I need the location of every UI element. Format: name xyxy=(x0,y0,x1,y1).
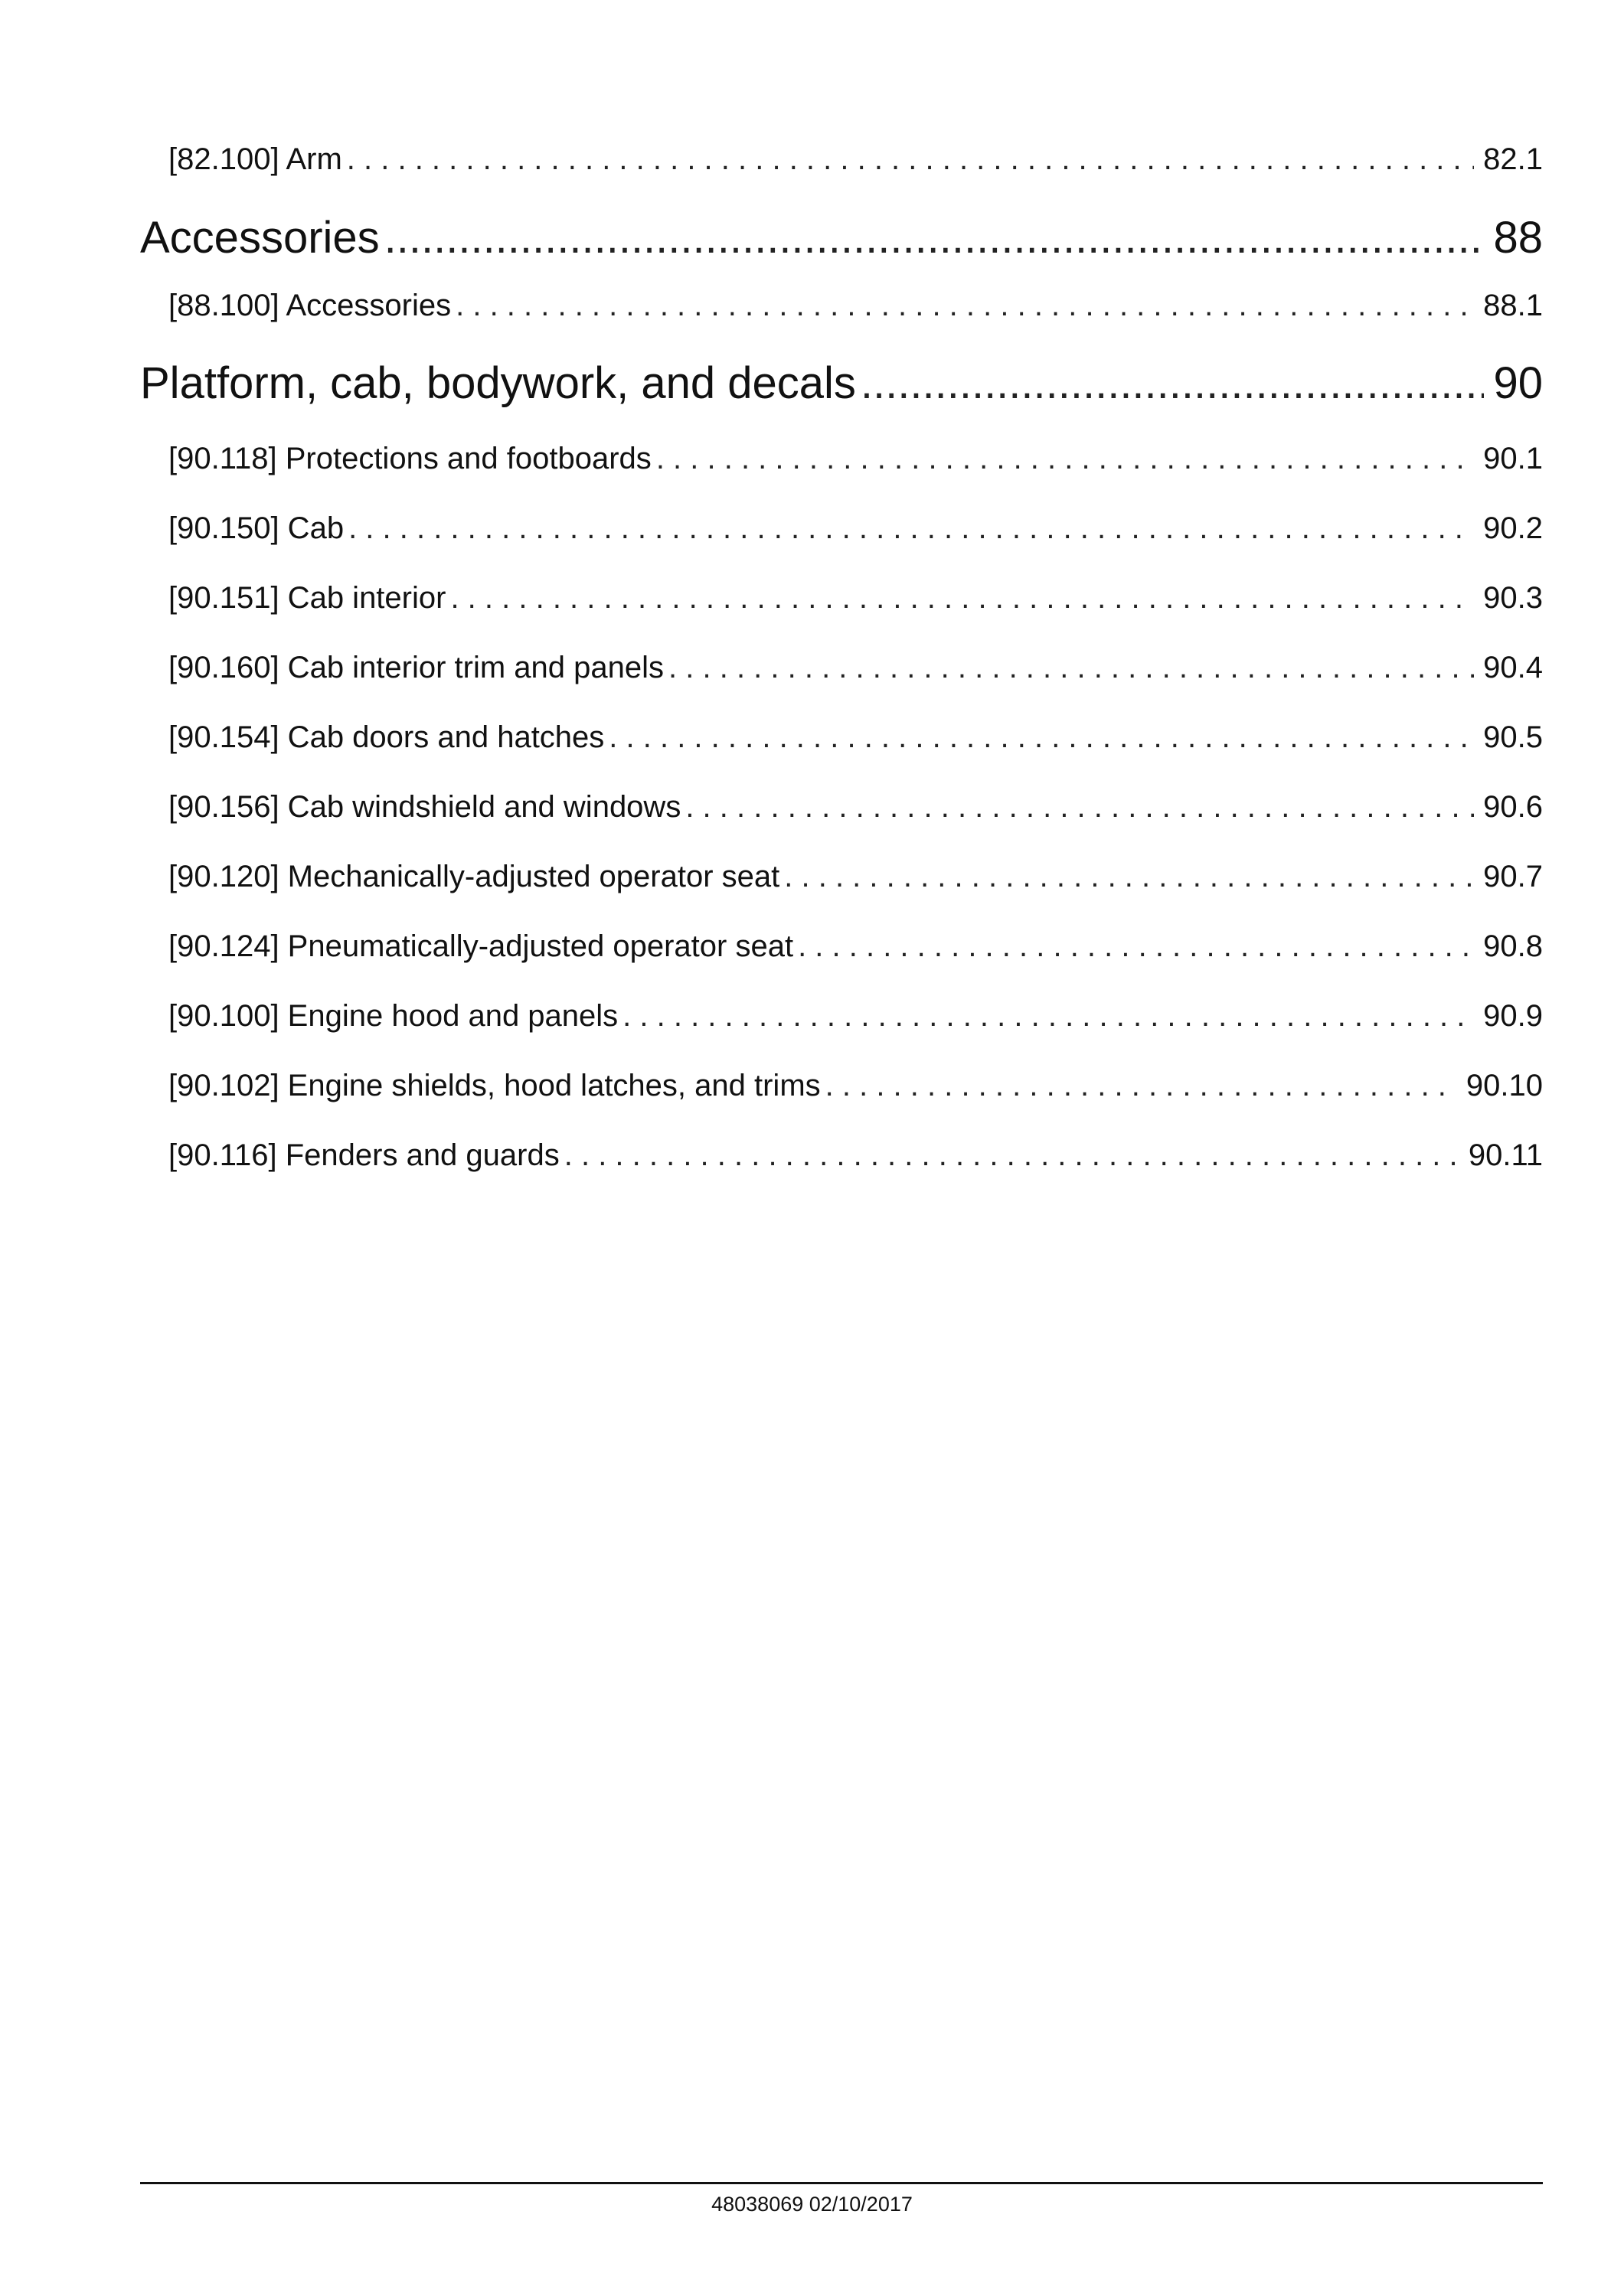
toc-entry-title: [90.150] Cab xyxy=(168,508,348,548)
toc-entry-title: [82.100] Arm xyxy=(168,139,347,179)
toc-entry-page: 90.2 xyxy=(1483,511,1543,545)
toc-entry-title: [90.120] Mechanically-adjusted operator seat xyxy=(168,857,784,897)
dot-leader xyxy=(798,926,1474,966)
toc-entry-title: [90.154] Cab doors and hatches xyxy=(168,717,609,757)
toc-entry-title: [90.160] Cab interior trim and panels xyxy=(168,648,668,687)
toc-section-page: 88 xyxy=(1493,213,1543,263)
toc-entry-90-154[interactable] xyxy=(168,717,1543,757)
toc-entry-90-156[interactable] xyxy=(168,787,1543,827)
toc-entry-page: 82.1 xyxy=(1483,142,1543,176)
toc-entry-page: 88.1 xyxy=(1483,289,1543,322)
toc-entry-page: 90.10 xyxy=(1466,1069,1543,1102)
toc-entry-page: 90.8 xyxy=(1483,929,1543,963)
footer-doc-id: 48038069 02/10/2017 xyxy=(711,2193,913,2216)
dot-leader xyxy=(456,286,1474,325)
toc-entry-90-150[interactable] xyxy=(168,508,1543,548)
toc-entry-90-160[interactable] xyxy=(168,648,1543,687)
toc-entry-page: 90.6 xyxy=(1483,790,1543,824)
toc-entry-title: [90.156] Cab windshield and windows xyxy=(168,787,685,827)
toc-entry-90-102[interactable] xyxy=(168,1066,1543,1106)
toc-entry-page: 90.9 xyxy=(1483,999,1543,1033)
dot-leader xyxy=(622,996,1474,1036)
toc-section-platform-cab-bodywork-decals[interactable] xyxy=(140,357,1543,410)
toc-section-accessories[interactable] xyxy=(140,211,1543,265)
toc-entry-title: [90.102] Engine shields, hood latches, and trims xyxy=(168,1066,825,1106)
toc-entry-title: [90.151] Cab interior xyxy=(168,578,450,618)
toc-entry-page: 90.1 xyxy=(1483,442,1543,475)
dot-leader xyxy=(656,439,1474,478)
dot-leader xyxy=(347,139,1474,179)
toc-entry-88-100[interactable] xyxy=(168,286,1543,325)
dot-leader xyxy=(348,508,1474,548)
toc-entry-page: 90.4 xyxy=(1483,651,1543,684)
dot-leader xyxy=(564,1135,1457,1175)
dot-leader xyxy=(384,211,1485,265)
toc-entry-90-116[interactable] xyxy=(168,1135,1543,1175)
dot-leader xyxy=(685,787,1474,827)
dot-leader xyxy=(861,357,1485,410)
toc-entry-page: 90.7 xyxy=(1483,860,1543,893)
toc-section-title: Platform, cab, bodywork, and decals xyxy=(140,357,861,410)
toc-section-page: 90 xyxy=(1493,358,1543,408)
dot-leader xyxy=(668,648,1474,687)
toc-entry-title: [90.118] Protections and footboards xyxy=(168,439,656,478)
footer-divider xyxy=(140,2182,1543,2184)
toc-entry-90-151[interactable] xyxy=(168,578,1543,618)
toc-entry-90-120[interactable] xyxy=(168,857,1543,897)
toc-entry-82-100[interactable] xyxy=(168,139,1543,179)
dot-leader xyxy=(450,578,1474,618)
toc-entry-title: [88.100] Accessories xyxy=(168,286,456,325)
toc-entry-title: [90.100] Engine hood and panels xyxy=(168,996,622,1036)
toc-entry-90-100[interactable] xyxy=(168,996,1543,1036)
toc-entry-title: [90.116] Fenders and guards xyxy=(168,1135,564,1175)
dot-leader xyxy=(784,857,1474,897)
toc-section-title: Accessories xyxy=(140,211,384,265)
toc-entry-90-124[interactable] xyxy=(168,926,1543,966)
toc-entry-title: [90.124] Pneumatically-adjusted operator seat xyxy=(168,926,798,966)
dot-leader xyxy=(825,1066,1457,1106)
dot-leader xyxy=(609,717,1474,757)
toc-entry-90-118[interactable] xyxy=(168,439,1543,478)
toc-entry-page: 90.5 xyxy=(1483,720,1543,754)
toc-entry-page: 90.11 xyxy=(1468,1138,1543,1172)
toc-entry-page: 90.3 xyxy=(1483,581,1543,615)
